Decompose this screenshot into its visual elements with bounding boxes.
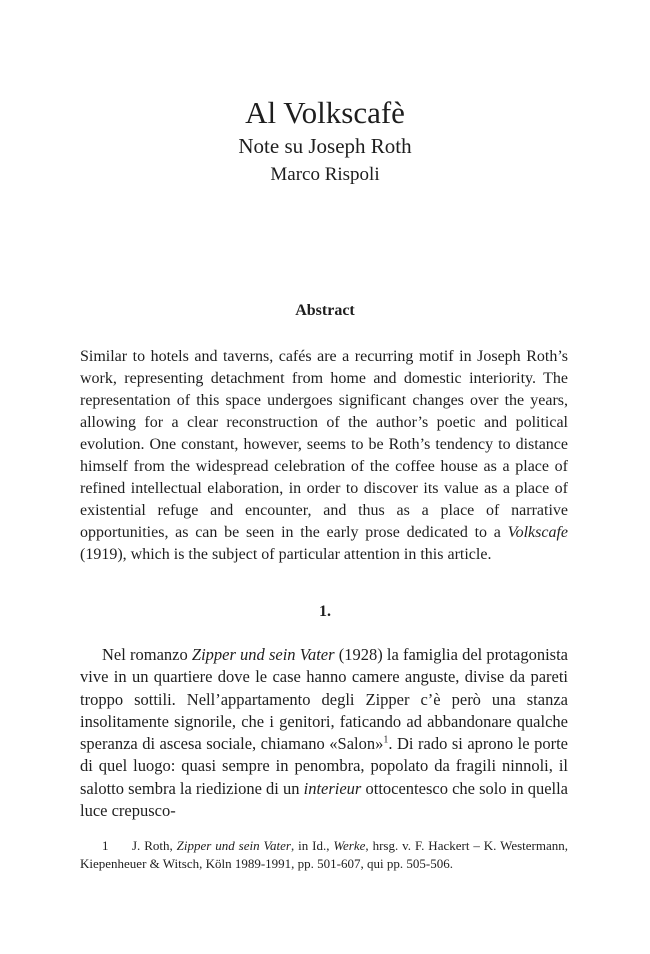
footnote-reference[interactable]: 1 <box>383 734 389 746</box>
italic-book-title: Zipper und sein Vater <box>191 645 335 664</box>
footnote-number: 1 <box>102 838 109 853</box>
paragraph-text-part: ottocentesco che solo in quella luce crepusco- <box>80 778 569 821</box>
footnote-italic: Werke <box>333 838 366 853</box>
section-heading: 1. <box>319 603 331 620</box>
paragraph-text-part: (1928) la famiglia del protagonista vive in un quartiere dove le case hanno camere anguste, divise da pareti troppo sottili. Nell’appartamento degli Zipper c’è però una stanza insolitamente signorile, che i genitori, faticando ad abbandonare qualche speranza di ascesa sociale, chiamano «Salon» <box>80 645 568 754</box>
body-paragraph <box>80 644 568 822</box>
footnote-text-part: J. Roth, <box>132 838 177 853</box>
abstract-text-part: (1919), which is the subject of particular attention in this article. <box>80 546 492 563</box>
abstract-text <box>80 346 568 566</box>
footnote-text-part: , in Id., <box>290 838 334 853</box>
footnote <box>80 837 568 873</box>
article-title: Al Volkscafè <box>245 95 405 130</box>
abstract-italic-title: Volkscafe <box>507 524 568 541</box>
paragraph-text-part: Nel romanzo <box>102 645 192 664</box>
abstract-heading: Abstract <box>295 302 355 319</box>
article-subtitle: Note su Joseph Roth <box>238 134 412 158</box>
abstract-text-part: Similar to hotels and taverns, cafés are a recurring motif in Joseph Roth’s work, representing detachment from home and domestic interiority. The representation of this space undergoes significant changes over the years, allowing for a clear reconstruction of the author’s poetic and political evolution. One constant, however, seems to be Roth’s tendency to distance himself from the widespread celebration of the coffee house as a place of refined intellectual elaboration, in order to discover its value as a place of existential refuge and encounter, and thus as a place of narrative opportunities, as can be seen in the early prose dedicated to a <box>80 348 568 541</box>
paragraph-text-part: . Di rado si aprono le porte di quel luogo: quasi sempre in penombra, popolato da fragili ninnoli, il salotto sembra la riedizione di un <box>80 734 568 798</box>
footnote-text-part: , hrsg. v. F. Hackert – K. Westermann, Kiepenheuer & Witsch, Köln 1989-1991, pp. 501-607, qui pp. 505-506. <box>80 838 568 871</box>
footnote-italic: Zipper und sein Vater <box>176 838 291 853</box>
italic-term: interieur <box>303 778 362 798</box>
author-name: Marco Rispoli <box>270 164 380 185</box>
